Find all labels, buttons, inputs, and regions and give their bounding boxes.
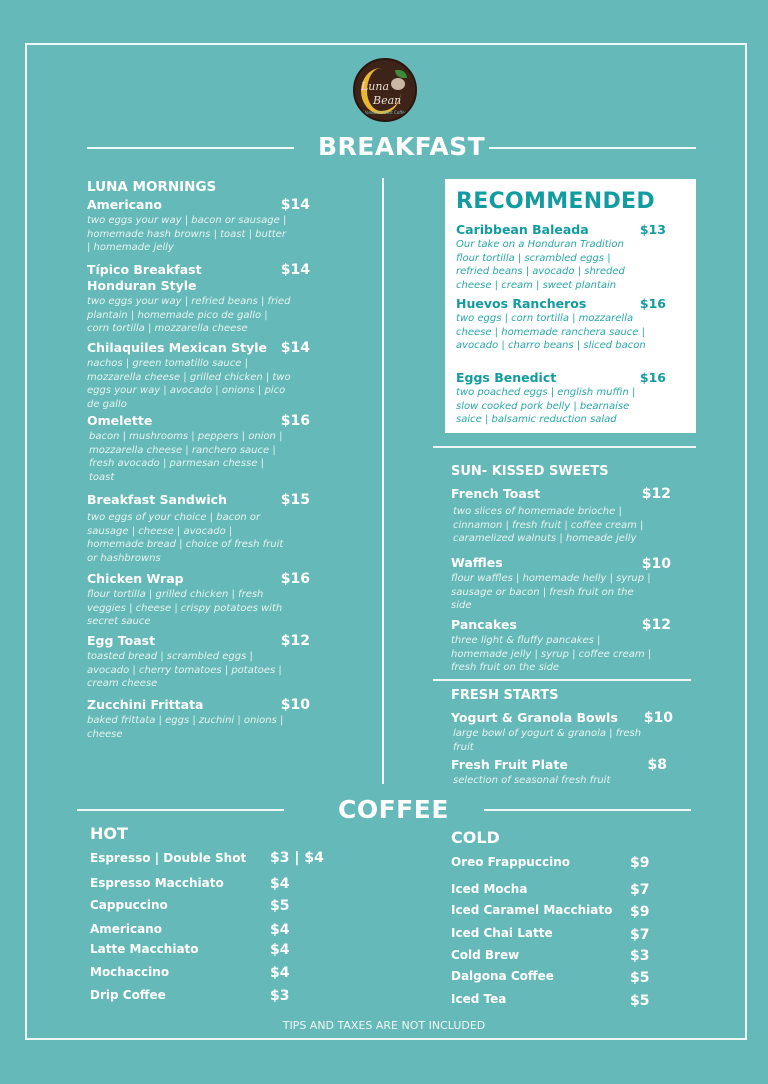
item-name: Zucchini Frittata bbox=[87, 697, 204, 712]
drink-name: Oreo Frappuccino bbox=[451, 855, 570, 869]
divider-fresh-starts bbox=[433, 679, 691, 681]
item-description: selection of seasonal fresh fruit bbox=[453, 775, 611, 786]
drink-name: Iced Chai Latte bbox=[451, 926, 553, 940]
drink-price: $4 bbox=[270, 922, 290, 938]
item-name: French Toast bbox=[451, 486, 541, 501]
menu-item bbox=[451, 617, 671, 675]
luna-bean-logo bbox=[353, 58, 417, 122]
item-price: $14 bbox=[280, 197, 310, 213]
logo-tagline: Honduran Best Coffee bbox=[363, 110, 408, 115]
item-name: Chicken Wrap bbox=[87, 571, 184, 586]
item-price: $10 bbox=[641, 556, 671, 572]
drink-price: $4 bbox=[270, 942, 290, 958]
drink-price: $5 bbox=[270, 898, 290, 914]
menu-item bbox=[87, 633, 310, 691]
drink-name: Iced Caramel Macchiato bbox=[451, 903, 613, 917]
item-description: flour tortilla | grilled chicken | fresh veggies | cheese | crispy potatoes with secret sauce bbox=[87, 589, 283, 627]
drink-name: Iced Mocha bbox=[451, 882, 528, 896]
item-price: $15 bbox=[280, 492, 310, 508]
menu-item bbox=[87, 340, 310, 411]
item-description: two poached eggs | english muffin | slow cooked pork belly | bearnaise saice | balsamic reduction salad bbox=[456, 387, 636, 425]
item-price: $16 bbox=[280, 413, 310, 429]
item-name: Omelette bbox=[87, 413, 153, 428]
item-name: Chilaquiles Mexican Style bbox=[87, 340, 268, 355]
item-price: $14 bbox=[280, 340, 310, 356]
recommended-item bbox=[456, 296, 666, 353]
item-name: Pancakes bbox=[451, 617, 517, 632]
item-name: Waffles bbox=[451, 555, 503, 570]
item-price: $12 bbox=[641, 486, 671, 502]
item-description: Our take on a Honduran Tradition flour tortilla | scrambled eggs | refried beans | avocado | shreded cheese | cream | sweet plantain bbox=[456, 239, 625, 291]
item-description: toasted bread | scrambled eggs | avocado | cherry tomatoes | potatoes | cream cheese bbox=[87, 651, 282, 689]
item-price: $12 bbox=[280, 633, 310, 649]
item-price: $16 bbox=[280, 571, 310, 587]
divider-breakfast-right bbox=[489, 147, 696, 149]
item-description: two eggs your way | bacon or sausage | homemade hash browns | toast | butter | homemade jelly bbox=[87, 215, 287, 253]
divider-coffee-left bbox=[77, 809, 284, 811]
drink-price: $3 | $4 bbox=[270, 850, 324, 866]
drink-name: Drip Coffee bbox=[90, 988, 166, 1002]
item-description: nachos | green tomatillo sauce | mozzarella cheese | grilled chicken | two eggs your way | avocado | onions | pico de gallo bbox=[87, 358, 291, 410]
menu-item bbox=[87, 413, 310, 484]
divider-sweets bbox=[433, 446, 696, 448]
coffee-bean-icon bbox=[391, 78, 405, 90]
drink-price: $9 bbox=[630, 855, 650, 871]
item-description: two eggs | corn tortilla | mozzarella cheese | homemade ranchera sauce | avocado | charro beans | sliced bacon bbox=[456, 313, 646, 351]
category-fresh-starts: FRESH STARTS bbox=[451, 688, 559, 703]
drink-price: $3 bbox=[630, 948, 650, 964]
menu-item bbox=[87, 571, 310, 629]
category-hot: HOT bbox=[90, 824, 128, 843]
drink-name: Mochaccino bbox=[90, 965, 170, 979]
category-cold: COLD bbox=[451, 828, 500, 847]
drink-name: Cappuccino bbox=[90, 898, 168, 912]
menu-item bbox=[87, 262, 310, 336]
item-price: $8 bbox=[647, 757, 667, 773]
item-description: baked frittata | eggs | zuchini | onions | cheese bbox=[87, 715, 284, 740]
item-description: large bowl of yogurt & granola | fresh fruit bbox=[453, 728, 642, 753]
drink-name: Espresso Macchiato bbox=[90, 876, 224, 890]
item-description: two slices of homemade brioche | cinnamon | fresh fruit | coffee cream | caramelized walnuts | homeade jelly bbox=[453, 506, 644, 544]
item-price: $14 bbox=[280, 262, 310, 278]
recommended-item bbox=[456, 222, 666, 292]
center-column-divider bbox=[382, 178, 384, 784]
item-name: Yogurt & Granola Bowls bbox=[451, 710, 618, 725]
recommended-box bbox=[445, 179, 696, 433]
item-name: Típico Breakfast Honduran Style bbox=[87, 262, 202, 293]
category-sun-kissed-sweets: SUN- KISSED SWEETS bbox=[451, 464, 609, 479]
item-price: $10 bbox=[280, 697, 310, 713]
drink-price: $7 bbox=[630, 927, 650, 943]
item-price: $10 bbox=[643, 710, 673, 726]
menu-item bbox=[451, 757, 667, 788]
drink-price: $4 bbox=[270, 965, 290, 981]
item-price: $16 bbox=[639, 296, 666, 311]
item-name: Eggs Benedict bbox=[456, 370, 557, 385]
drink-price: $7 bbox=[630, 882, 650, 898]
divider-coffee-right bbox=[484, 809, 691, 811]
item-price: $16 bbox=[639, 370, 666, 385]
item-name: Caribbean Baleada bbox=[456, 222, 589, 237]
drink-price: $3 bbox=[270, 988, 290, 1004]
drink-name: Americano bbox=[90, 922, 162, 936]
menu-item bbox=[87, 697, 310, 741]
drink-price: $5 bbox=[630, 970, 650, 986]
drink-name: Iced Tea bbox=[451, 992, 507, 1006]
drink-name: Dalgona Coffee bbox=[451, 969, 554, 983]
divider-breakfast-left bbox=[87, 147, 294, 149]
category-luna-mornings: LUNA MORNINGS bbox=[87, 179, 217, 195]
logo-text-bean: Bean bbox=[373, 94, 402, 107]
menu-item bbox=[451, 486, 671, 546]
drink-name: Latte Macchiato bbox=[90, 942, 199, 956]
recommended-title: RECOMMENDED bbox=[456, 189, 655, 214]
footer-note: TIPS AND TAXES ARE NOT INCLUDED bbox=[282, 1019, 486, 1032]
menu-item bbox=[87, 492, 310, 565]
logo-text-luna: Luna bbox=[361, 80, 390, 93]
drink-name: Cold Brew bbox=[451, 948, 520, 962]
item-name: Fresh Fruit Plate bbox=[451, 757, 568, 772]
item-name: Huevos Rancheros bbox=[456, 296, 587, 311]
drink-price: $5 bbox=[630, 993, 650, 1009]
menu-item bbox=[451, 555, 671, 613]
item-description: three light & fluffy pancakes | homemade jelly | syrup | coffee cream | fresh fruit on the side bbox=[451, 635, 652, 673]
recommended-item bbox=[456, 370, 666, 427]
item-price: $13 bbox=[639, 222, 666, 237]
section-title-coffee: COFFEE bbox=[338, 795, 449, 824]
drink-name: Espresso | Double Shot bbox=[90, 851, 247, 865]
item-description: two eggs your way | refried beans | fried plantain | homemade pico de gallo | corn tortilla | mozzarella cheese bbox=[87, 296, 291, 334]
item-description: two eggs of your choice | bacon or sausage | cheese | avocado | homemade bread | choice of fresh fruit or hashbrowns bbox=[87, 512, 284, 564]
item-description: bacon | mushrooms | peppers | onion | mozzarella cheese | ranchero sauce | fresh avocado | parmesan chesse | toast bbox=[89, 431, 283, 483]
menu-item bbox=[451, 710, 673, 754]
drink-price: $4 bbox=[270, 876, 290, 892]
item-name: Americano bbox=[87, 197, 162, 212]
item-price: $12 bbox=[641, 617, 671, 633]
item-description: flour waffles | homemade helly | syrup | sausage or bacon | fresh fruit on the side bbox=[451, 573, 651, 611]
drink-price: $9 bbox=[630, 904, 650, 920]
item-name: Breakfast Sandwich bbox=[87, 492, 227, 507]
section-title-breakfast: BREAKFAST bbox=[318, 132, 486, 161]
item-name: Egg Toast bbox=[87, 633, 156, 648]
menu-item bbox=[87, 197, 310, 255]
